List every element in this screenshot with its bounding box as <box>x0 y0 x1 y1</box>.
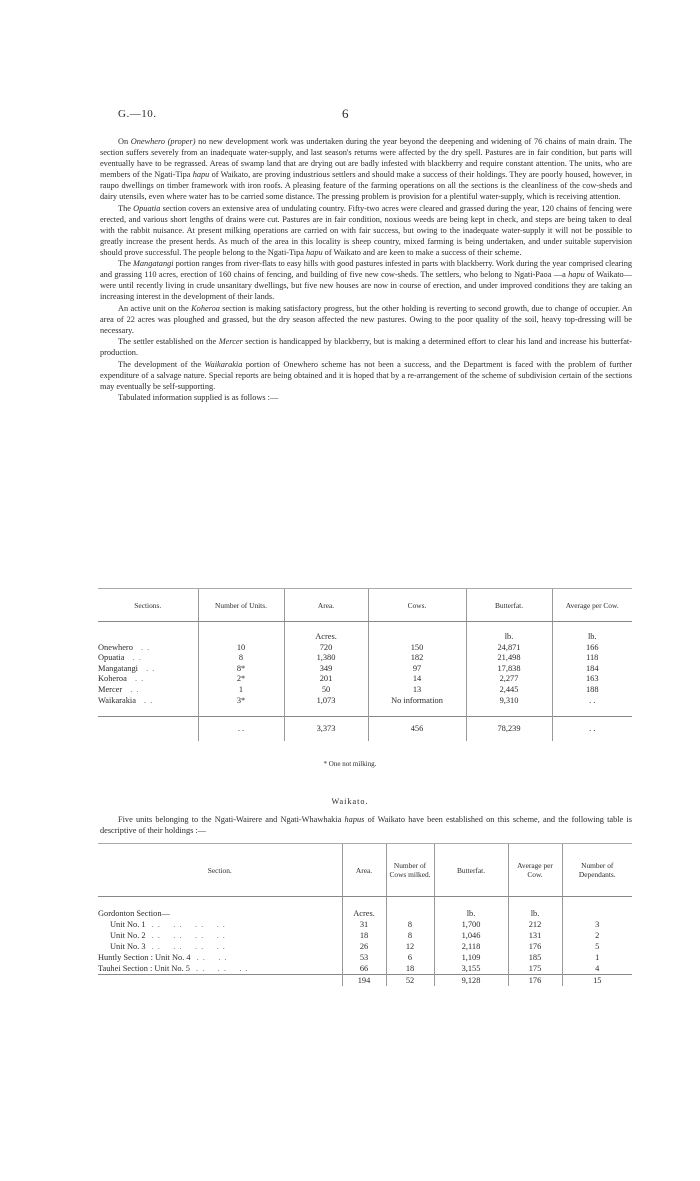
table-cell: 194 <box>342 975 386 987</box>
table-cell: 17,838 <box>466 664 552 675</box>
table-cell: 52 <box>386 975 434 987</box>
col-header-butterfat: Butterfat. <box>434 844 508 897</box>
table-cell: 2 <box>562 930 632 941</box>
paragraph-opuatia: The Opuatia section covers an extensive area of undulating country. Fifty-two acres were cleared and grassed during the year, 120 chains of fencing were erected, and various short lengths of drains were cut. Pastures are in fair condition, noxious weeds are being kept in check, and steps are being taken to deal with the rabbit nuisance. At present milking operations are carried on with fair success, but owing to the inadequate water-supply it will not be possible to greatly increase the present herds. As much of the area in this locality is sheep country, mixed farming is being undertaken, and under suitable supervision should prove successful. The people belong to the Ngati-Tipa hapu of Waikato and are keen to make a success of their scheme. <box>100 203 632 257</box>
col-header-sections: Sections. <box>98 589 198 622</box>
table-cell: 78,239 <box>466 717 552 742</box>
table-header-row <box>98 844 632 897</box>
row-label: Unit No. 1 . . . . . . . . <box>110 920 226 929</box>
table-cell: 212 <box>508 919 562 930</box>
sections-table <box>98 588 632 741</box>
table-row <box>98 963 632 975</box>
table-cell: 2,118 <box>434 941 508 952</box>
unit-label: lb. <box>552 632 632 643</box>
paragraph-mangatangi: The Mangatangi portion ranges from river-flats to easy hills with good pastures infested in parts with blackberry. Work during the year comprised clearing and grassing 110 acres, erection of 160 chains of fencing, and building of five new cow-sheds. The settlers, who belong to Ngati-Paoa —a hapu of Waikato—were until recently living in crude unsanitary dwellings, but five new houses are now in course of erection, and under improved conditions they are taking an increasing interest in the development of their lands. <box>100 259 632 302</box>
table-row <box>98 643 632 654</box>
table-cell: 97 <box>368 664 466 675</box>
units-row <box>98 632 632 643</box>
table-row <box>98 930 632 941</box>
table-footnote: * One not milking. <box>323 760 377 768</box>
row-label: Mercer . . <box>98 684 140 694</box>
table-cell: 1,380 <box>284 653 368 664</box>
table-cell: 131 <box>508 930 562 941</box>
col-header-cows-milked: Number of Cows milked. <box>386 844 434 897</box>
table-row <box>98 664 632 675</box>
table-cell: 201 <box>284 674 368 685</box>
col-header-cows: Cows. <box>368 589 466 622</box>
table-cell: 176 <box>508 975 562 987</box>
section-heading-waikato: Waikato. <box>331 797 369 806</box>
table-cell: 26 <box>342 941 386 952</box>
table-cell: 1,700 <box>434 919 508 930</box>
table-cell: 1 <box>198 685 284 696</box>
table-cell: 9,310 <box>466 696 552 707</box>
table-cell: 163 <box>552 674 632 685</box>
table-cell: 182 <box>368 653 466 664</box>
col-header-dependants: Number of Dependants. <box>562 844 632 897</box>
table-row <box>98 696 632 707</box>
table-cell: 349 <box>284 664 368 675</box>
table-cell: 24,871 <box>466 643 552 654</box>
table-cell: 9,128 <box>434 975 508 987</box>
unit-label: lb. <box>508 908 562 919</box>
paragraph-tabulated-intro: Tabulated information supplied is as follows :— <box>118 393 279 403</box>
table-cell: 8* <box>198 664 284 675</box>
table-cell: 14 <box>368 674 466 685</box>
table-cell: . . <box>198 717 284 742</box>
row-label: Mangatangi . . <box>98 663 156 673</box>
waikato-intro: Five units belonging to the Ngati-Wairere and Ngati-Whawhakia hapus of Waikato have been established on this scheme, and the following table is descriptive of their holdings :— <box>100 815 632 836</box>
table-cell: 3* <box>198 696 284 707</box>
row-label: Unit No. 3 . . . . . . . . <box>110 942 226 951</box>
table-cell: 456 <box>368 717 466 742</box>
table-cell: 66 <box>342 963 386 975</box>
table-cell: 6 <box>386 952 434 963</box>
table-cell: 184 <box>552 664 632 675</box>
table-cell: 18 <box>386 963 434 975</box>
table-cell: 21,498 <box>466 653 552 664</box>
col-header-average: Average per Cow. <box>508 844 562 897</box>
table-cell: 8 <box>386 919 434 930</box>
table-cell: 5 <box>562 941 632 952</box>
table-cell: 188 <box>552 685 632 696</box>
table-row <box>98 952 632 963</box>
table-cell: 8 <box>386 930 434 941</box>
paragraph-koheroa: An active unit on the Koheroa section is making satisfactory progress, but the other holding is reverting to second growth, due to change of occupier. An area of 22 acres was ploughed and grassed, but the dry season affected the new pastures. Owing to the poor quality of the soil, heavy top-dressing will be necessary. <box>100 303 632 335</box>
table-cell: 3,373 <box>284 717 368 742</box>
table-cell: 8 <box>198 653 284 664</box>
col-header-butterfat: Butterfat. <box>466 589 552 622</box>
row-label: Tauhei Section : Unit No. 5 . . . . . . <box>98 964 249 973</box>
group-row <box>98 908 632 919</box>
table-cell: 18 <box>342 930 386 941</box>
row-label: Koheroa . . <box>98 674 145 684</box>
row-label: Huntly Section : Unit No. 4 . . . . <box>98 953 228 962</box>
unit-label: lb. <box>434 908 508 919</box>
table-cell: 175 <box>508 963 562 975</box>
table-cell: 3 <box>562 919 632 930</box>
unit-label: lb. <box>466 632 552 643</box>
table-cell: 1,046 <box>434 930 508 941</box>
waikato-table <box>98 843 632 986</box>
table-cell: . . <box>552 717 632 742</box>
paragraph-onewhero: On Onewhero (proper) no new development work was undertaken during the year beyond the deepening and widening of 76 chains of main drain. The section suffers severely from an inadequate water-supply, and last season's returns were affected by the dry spell. Pastures are in fair condition, but parts will eventually have to be regrassed. Areas of swamp land that are drying out are badly infested with blackberry and require constant attention. The units, who are members of the Ngati-Tipa hapu of Waikato, are proving industrious settlers and should make a success of their holdings. They are poorly housed, however, in raupo dwellings on timber framework with iron roofs. A pleasing feature of the farming operations on all the sections is the cleanliness of the cow-sheds and dairy utensils, even where water has to be carried some distance. The pressing problem is provision for a plentiful water-supply, which is receiving attention. <box>100 137 632 202</box>
table-row <box>98 919 632 930</box>
body-text <box>100 136 632 403</box>
table-cell: 10 <box>198 643 284 654</box>
row-label: Opuatia . . <box>98 653 142 663</box>
table-cell: . . <box>552 696 632 707</box>
document-reference: G.—10. <box>118 108 157 120</box>
table-header-row <box>98 589 632 622</box>
table-cell: 15 <box>562 975 632 987</box>
col-header-area: Area. <box>284 589 368 622</box>
page-number: 6 <box>342 106 349 121</box>
table-cell: 118 <box>552 653 632 664</box>
table-cell: 1 <box>562 952 632 963</box>
table-cell: 3,155 <box>434 963 508 975</box>
paragraph-waikarakia: The development of the Waikarakia portion of Onewhero scheme has not been a success, and the Department is faced with the problem of further expenditure of a salvage nature. Special reports are being obtained and it is hoped that by a re-arrangement of the scheme of subdivision certain of the sections may eventually be self-supporting. <box>100 359 632 391</box>
table-cell: 166 <box>552 643 632 654</box>
col-header-area: Area. <box>342 844 386 897</box>
table-cell: 13 <box>368 685 466 696</box>
row-label: Onewhero . . <box>98 642 151 652</box>
col-header-section: Section. <box>98 844 342 897</box>
table-row <box>98 674 632 685</box>
group-label: Gordonton Section— <box>98 909 170 918</box>
table-cell: 31 <box>342 919 386 930</box>
table-row <box>98 653 632 664</box>
unit-label: Acres. <box>342 908 386 919</box>
table-cell: 4 <box>562 963 632 975</box>
totals-row <box>98 717 632 742</box>
table-row <box>98 941 632 952</box>
row-label: Unit No. 2 . . . . . . . . <box>110 931 226 940</box>
table-cell: 720 <box>284 643 368 654</box>
table-cell: 1,073 <box>284 696 368 707</box>
table-cell: 53 <box>342 952 386 963</box>
table-cell: No information <box>368 696 466 707</box>
totals-row <box>98 975 632 987</box>
table-cell: 50 <box>284 685 368 696</box>
paragraph-mercer: The settler established on the Mercer section is handicapped by blackberry, but is making a determined effort to clear his land and increase his butterfat-production. <box>100 337 633 358</box>
unit-label: Acres. <box>284 632 368 643</box>
table-cell: 2,277 <box>466 674 552 685</box>
row-label: Waikarakia . . <box>98 695 154 705</box>
table-cell: 2,445 <box>466 685 552 696</box>
table-cell: 176 <box>508 941 562 952</box>
table-row <box>98 685 632 696</box>
table-cell: 1,109 <box>434 952 508 963</box>
col-header-units: Number of Units. <box>198 589 284 622</box>
table-cell: 185 <box>508 952 562 963</box>
table-cell: 150 <box>368 643 466 654</box>
table-cell: 12 <box>386 941 434 952</box>
table-cell: 2* <box>198 674 284 685</box>
col-header-average: Average per Cow. <box>552 589 632 622</box>
